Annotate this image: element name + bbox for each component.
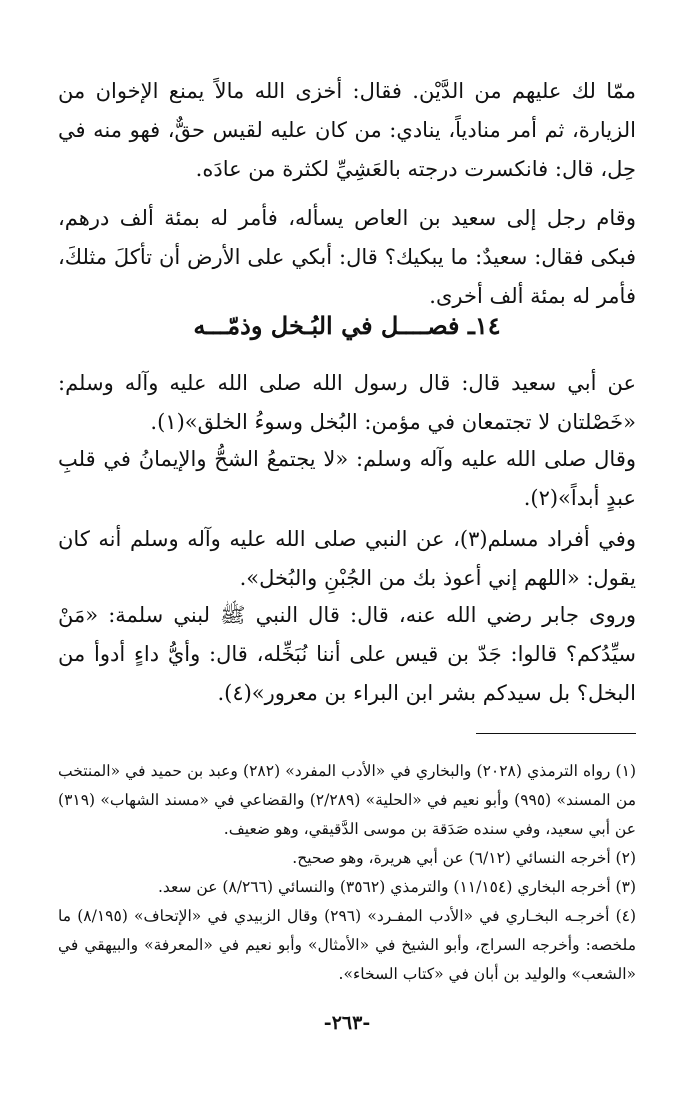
paragraph-said-ibn-al-as: وقام رجل إلى سعيد بن العاص يسأله، فأمر له بمئة ألف درهم، فبكى فقال: سعيدٌ: ما يبكيك؟ قال: أبكي على الأرض أن تأكلَ مثلكَ، فأمر له بمئة ألف أخرى. (58, 206, 636, 308)
section-heading: ١٤ـ فصــــل في البُـخل وذمّـــه (193, 311, 501, 340)
footnote-1: (١) رواه الترمذي (٢٠٢٨) والبخاري في «الأدب المفرد» (٢٨٢) وعبد بن حميد في «المنتخب من المسند» (٩٩٥) وأبو نعيم في «الحلية» (٢/٢٨٩) والقضاعي في «مسند الشهاب» (٣١٩) عن أبي سعيد، وفي سنده صَدَقة بن موسى الدَّقيقي، وهو ضعيف. (58, 762, 636, 838)
footnote-3: (٣) أخرجه البخاري (١١/١٥٤) والترمذي (٣٥٦٢) والنسائي (٨/٢٦٦) عن سعد. (157, 878, 636, 896)
paragraph-hadith-refuge: وفي أفراد مسلم(٣)، عن النبي صلى الله عليه وآله وسلم أنه كان يقول: «اللهم إني أعوذ بك من الجُبْنِ والبُخل». (58, 527, 636, 590)
paragraph-qays-debt: ممّا لك عليهم من الدَّيْن. فقال: أخزى الله مالاً يمنع الإخوان من الزيارة، ثم أمر منادياً، ينادي: من كان عليه لقيس حقٌّ، فهو منه في حِل، قال: فانكسرت درجته بالعَشِيِّ لكثرة من عادَه. (58, 79, 636, 181)
footnote-4: (٤) أخرجـه البخـاري في «الأدب المفـرد» (٢٩٦) وقال الزبيدي في «الإتحاف» (٨/١٩٥) ما ملخصه: وأخرجه السراج، وأبو الشيخ في «الأمثال» وأبو نعيم في «المعرفة» والبيهقي في «الشعب» والوليد بن أبان في «كتاب السخاء». (58, 907, 637, 983)
paragraph-jabir-narration: وروى جابر رضي الله عنه، قال: قال النبي ﷺ لبني سلمة: «مَنْ سيِّدُكم؟ قالوا: جَدّ بن قيس على أننا نُبَخِّله، قال: وأيُّ داءٍ أدوأ من البخل؟ بل سيدكم بشر ابن البراء بن معرور»(٤). (58, 603, 636, 705)
footnote-divider (476, 733, 636, 734)
page-number: -٢٦٣- (323, 1012, 371, 1034)
footnote-2: (٢) أخرجه النسائي (٦/١٢) عن أبي هريرة، وهو صحيح. (292, 849, 636, 867)
paragraph-hadith-stinginess-faith: وقال صلى الله عليه وآله وسلم: «لا يجتمعُ الشحُّ والإيمانُ في قلبِ عبدٍ أبداً»(٢). (58, 447, 636, 510)
paragraph-hadith-two-traits: عن أبي سعيد قال: قال رسول الله صلى الله عليه وآله وسلم: «خَصْلتان لا تجتمعان في مؤمن: البُخل وسوءُ الخلق»(١). (58, 371, 636, 434)
